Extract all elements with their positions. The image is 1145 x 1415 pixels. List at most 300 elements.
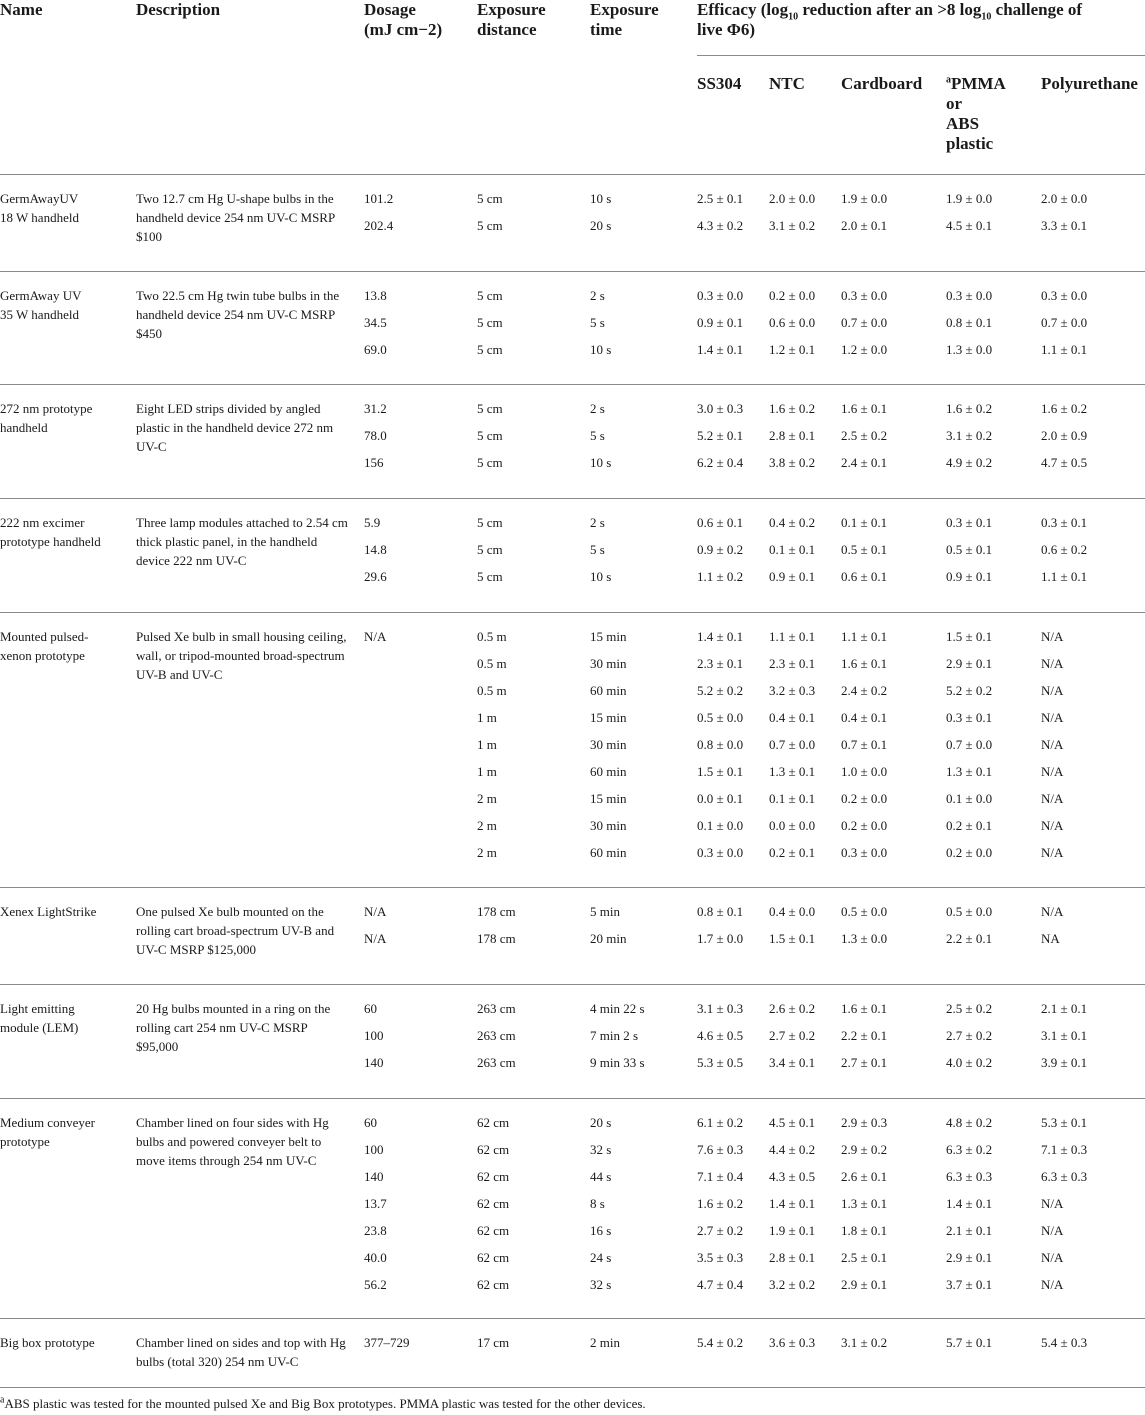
dosage-line1: Dosage — [364, 0, 416, 19]
cell-ntc: 3.2 ± 0.2 — [769, 1277, 816, 1292]
cell-dosage: 23.8 — [364, 1223, 387, 1238]
group-divider — [0, 1098, 1145, 1099]
cell-cardboard: 2.6 ± 0.1 — [841, 1169, 888, 1184]
device-name-line: prototype — [0, 1134, 50, 1149]
cell-distance: 62 cm — [477, 1142, 510, 1157]
cell-cardboard: 1.8 ± 0.1 — [841, 1223, 888, 1238]
group-divider — [0, 498, 1145, 499]
cell-polyurethane: 2.0 ± 0.9 — [1041, 428, 1088, 443]
cell-ntc: 3.2 ± 0.3 — [769, 683, 816, 698]
cell-distance: 5 cm — [477, 515, 503, 530]
efficacy-sub-1: 10 — [788, 11, 799, 23]
cell-distance: 5 cm — [477, 342, 503, 357]
pmma-line1 — [946, 74, 1006, 94]
device-name — [0, 1113, 95, 1151]
cell-cardboard: 0.1 ± 0.1 — [841, 515, 888, 530]
cell-ntc: 4.4 ± 0.2 — [769, 1142, 816, 1157]
device-description: Three lamp modules attached to 2.54 cm thick plastic panel, in the handheld device 222 nm UV-C — [136, 515, 348, 568]
device-name-line: Light emitting — [0, 1001, 75, 1016]
cell-pmma-abs: 0.8 ± 0.1 — [946, 315, 993, 330]
cell-dosage: 140 — [364, 1055, 384, 1070]
cell-time: 5 min — [590, 904, 620, 919]
cell-ss304: 1.5 ± 0.1 — [697, 764, 744, 779]
cell-ss304: 3.5 ± 0.3 — [697, 1250, 744, 1265]
cell-pmma-abs: 1.3 ± 0.0 — [946, 342, 993, 357]
cell-polyurethane: N/A — [1041, 1250, 1064, 1265]
pmma-line3: ABS — [946, 114, 980, 133]
device-description: One pulsed Xe bulb mounted on the rolling cart broad-spectrum UV-B and UV-C MSRP $125,000 — [136, 904, 335, 957]
cell-ss304: 0.8 ± 0.0 — [697, 737, 744, 752]
cell-time: 32 s — [590, 1142, 612, 1157]
pmma-line2: or — [946, 94, 963, 113]
efficacy-line1 — [697, 0, 1145, 23]
cell-cardboard: 2.2 ± 0.1 — [841, 1028, 888, 1043]
cell-distance: 0.5 m — [477, 629, 507, 644]
cell-distance: 178 cm — [477, 904, 516, 919]
cell-pmma-abs: 0.9 ± 0.1 — [946, 569, 993, 584]
cell-dosage: 13.7 — [364, 1196, 387, 1211]
group-divider — [0, 887, 1145, 888]
cell-ss304: 5.3 ± 0.5 — [697, 1055, 744, 1070]
cell-polyurethane: 3.9 ± 0.1 — [1041, 1055, 1088, 1070]
cell-ntc: 0.4 ± 0.0 — [769, 904, 816, 919]
cell-polyurethane: NA — [1041, 931, 1060, 946]
cell-distance: 263 cm — [477, 1028, 516, 1043]
cell-distance: 62 cm — [477, 1196, 510, 1211]
cell-time: 15 min — [590, 791, 627, 806]
cell-pmma-abs: 4.8 ± 0.2 — [946, 1115, 993, 1130]
cell-polyurethane: N/A — [1041, 1196, 1064, 1211]
cell-cardboard: 0.2 ± 0.0 — [841, 791, 888, 806]
cell-ss304: 6.1 ± 0.2 — [697, 1115, 744, 1130]
col-header-description: Description — [136, 0, 221, 19]
cell-distance: 0.5 m — [477, 683, 507, 698]
col-header-ss304: SS304 — [697, 74, 742, 93]
cell-distance: 1 m — [477, 710, 497, 725]
cell-cardboard: 1.1 ± 0.1 — [841, 629, 888, 644]
cell-ntc: 0.6 ± 0.0 — [769, 315, 816, 330]
device-name-line: Medium conveyer — [0, 1115, 95, 1130]
efficacy-subheader-rule — [697, 55, 1145, 56]
device-name-line: Mounted pulsed- — [0, 629, 89, 644]
cell-cardboard: 1.9 ± 0.0 — [841, 191, 888, 206]
cell-ntc: 1.2 ± 0.1 — [769, 342, 816, 357]
col-header-ntc: NTC — [769, 74, 805, 93]
device-name-line: prototype handheld — [0, 534, 101, 549]
cell-ss304: 3.0 ± 0.3 — [697, 401, 744, 416]
cell-dosage: N/A — [364, 931, 387, 946]
cell-dosage: 29.6 — [364, 569, 387, 584]
cell-cardboard: 1.6 ± 0.1 — [841, 401, 888, 416]
device-name-line: 272 nm prototype — [0, 401, 93, 416]
cell-cardboard: 0.4 ± 0.1 — [841, 710, 888, 725]
cell-pmma-abs: 2.9 ± 0.1 — [946, 656, 993, 671]
cell-time: 5 s — [590, 428, 605, 443]
cell-ntc: 2.3 ± 0.1 — [769, 656, 816, 671]
cell-ntc: 0.0 ± 0.0 — [769, 818, 816, 833]
cell-pmma-abs: 1.3 ± 0.1 — [946, 764, 993, 779]
cell-ss304: 7.6 ± 0.3 — [697, 1142, 744, 1157]
cell-ntc: 1.4 ± 0.1 — [769, 1196, 816, 1211]
cell-ntc: 0.9 ± 0.1 — [769, 569, 816, 584]
cell-ntc: 2.8 ± 0.1 — [769, 1250, 816, 1265]
cell-dosage: 69.0 — [364, 342, 387, 357]
cell-cardboard: 1.3 ± 0.0 — [841, 931, 888, 946]
cell-ntc: 1.6 ± 0.2 — [769, 401, 816, 416]
cell-cardboard: 0.7 ± 0.0 — [841, 315, 888, 330]
cell-polyurethane: 7.1 ± 0.3 — [1041, 1142, 1088, 1157]
cell-pmma-abs: 1.6 ± 0.2 — [946, 401, 993, 416]
cell-pmma-abs: 2.1 ± 0.1 — [946, 1223, 993, 1238]
cell-distance: 62 cm — [477, 1223, 510, 1238]
cell-ss304: 3.1 ± 0.3 — [697, 1001, 744, 1016]
cell-ntc: 2.0 ± 0.0 — [769, 191, 816, 206]
cell-time: 2 s — [590, 288, 605, 303]
cell-dosage: 60 — [364, 1001, 377, 1016]
cell-dosage: 5.9 — [364, 515, 381, 530]
cell-ss304: 5.4 ± 0.2 — [697, 1335, 744, 1350]
col-header-polyurethane: Polyurethane — [1041, 74, 1138, 93]
cell-ss304: 1.7 ± 0.0 — [697, 931, 744, 946]
cell-dosage: 156 — [364, 455, 384, 470]
col-header-pmma-abs — [946, 74, 1006, 154]
cell-polyurethane: 0.6 ± 0.2 — [1041, 542, 1088, 557]
cell-time: 2 s — [590, 401, 605, 416]
cell-cardboard: 1.6 ± 0.1 — [841, 1001, 888, 1016]
cell-dosage: 202.4 — [364, 218, 394, 233]
cell-cardboard: 0.3 ± 0.0 — [841, 288, 888, 303]
device-name-line: 18 W handheld — [0, 210, 79, 225]
pmma-text: PMMA — [951, 74, 1006, 93]
cell-distance: 62 cm — [477, 1277, 510, 1292]
cell-cardboard: 0.2 ± 0.0 — [841, 818, 888, 833]
cell-ss304: 0.3 ± 0.0 — [697, 288, 744, 303]
cell-polyurethane: N/A — [1041, 1277, 1064, 1292]
table-bottom-rule — [0, 1387, 1145, 1388]
cell-ntc: 1.3 ± 0.1 — [769, 764, 816, 779]
cell-dosage: 140 — [364, 1169, 384, 1184]
cell-pmma-abs: 0.2 ± 0.0 — [946, 845, 993, 860]
distance-line2: distance — [477, 20, 537, 39]
group-divider — [0, 1318, 1145, 1319]
cell-ntc: 2.7 ± 0.2 — [769, 1028, 816, 1043]
cell-pmma-abs: 0.3 ± 0.1 — [946, 710, 993, 725]
cell-distance: 0.5 m — [477, 656, 507, 671]
col-header-name: Name — [0, 0, 43, 19]
cell-ss304: 0.0 ± 0.1 — [697, 791, 744, 806]
cell-cardboard: 1.3 ± 0.1 — [841, 1196, 888, 1211]
cell-distance: 5 cm — [477, 288, 503, 303]
footnote — [0, 1396, 646, 1412]
cell-time: 60 min — [590, 764, 627, 779]
cell-time: 20 s — [590, 1115, 612, 1130]
cell-polyurethane: N/A — [1041, 683, 1064, 698]
cell-dosage: 100 — [364, 1142, 384, 1157]
cell-dosage: 34.5 — [364, 315, 387, 330]
cell-cardboard: 2.5 ± 0.1 — [841, 1250, 888, 1265]
cell-distance: 263 cm — [477, 1055, 516, 1070]
group-divider — [0, 271, 1145, 272]
device-name — [0, 999, 78, 1037]
device-name-line: GermAway UV — [0, 288, 82, 303]
cell-time: 10 s — [590, 569, 612, 584]
cell-cardboard: 2.5 ± 0.2 — [841, 428, 888, 443]
cell-ss304: 7.1 ± 0.4 — [697, 1169, 744, 1184]
cell-dosage: N/A — [364, 629, 387, 644]
cell-cardboard: 2.4 ± 0.2 — [841, 683, 888, 698]
efficacy-suffix: challenge of — [991, 0, 1083, 19]
device-description: Eight LED strips divided by angled plastic in the handheld device 272 nm UV-C — [136, 401, 334, 454]
cell-dosage: 60 — [364, 1115, 377, 1130]
device-name-line: module (LEM) — [0, 1020, 79, 1035]
cell-dosage: 100 — [364, 1028, 384, 1043]
time-line2: time — [590, 20, 623, 39]
col-header-time — [590, 0, 659, 40]
device-name — [0, 1333, 95, 1352]
cell-polyurethane: 5.4 ± 0.3 — [1041, 1335, 1088, 1350]
cell-ss304: 1.4 ± 0.1 — [697, 629, 744, 644]
cell-distance: 2 m — [477, 818, 497, 833]
cell-ntc: 3.6 ± 0.3 — [769, 1335, 816, 1350]
cell-time: 30 min — [590, 818, 627, 833]
cell-ntc: 1.5 ± 0.1 — [769, 931, 816, 946]
cell-cardboard: 0.7 ± 0.1 — [841, 737, 888, 752]
cell-polyurethane: 1.1 ± 0.1 — [1041, 342, 1088, 357]
device-description: Two 22.5 cm Hg twin tube bulbs in the handheld device 254 nm UV-C MSRP $450 — [136, 288, 340, 341]
cell-time: 20 min — [590, 931, 627, 946]
cell-dosage: 40.0 — [364, 1250, 387, 1265]
cell-dosage: N/A — [364, 904, 387, 919]
efficacy-sub-2: 10 — [981, 11, 992, 23]
cell-ss304: 0.5 ± 0.0 — [697, 710, 744, 725]
cell-time: 10 s — [590, 342, 612, 357]
cell-ss304: 2.3 ± 0.1 — [697, 656, 744, 671]
cell-distance: 263 cm — [477, 1001, 516, 1016]
cell-cardboard: 2.9 ± 0.1 — [841, 1277, 888, 1292]
cell-polyurethane: 3.3 ± 0.1 — [1041, 218, 1088, 233]
cell-polyurethane: 0.7 ± 0.0 — [1041, 315, 1088, 330]
cell-ntc: 0.1 ± 0.1 — [769, 791, 816, 806]
device-name-line: xenon prototype — [0, 648, 85, 663]
cell-distance: 62 cm — [477, 1250, 510, 1265]
footnote-text: ABS plastic was tested for the mounted pulsed Xe and Big Box prototypes. PMMA plastic was tested for the other devices. — [4, 1396, 646, 1411]
cell-pmma-abs: 0.2 ± 0.1 — [946, 818, 993, 833]
dosage-line2: (mJ cm−2) — [364, 20, 443, 39]
cell-pmma-abs: 0.5 ± 0.0 — [946, 904, 993, 919]
cell-pmma-abs: 4.5 ± 0.1 — [946, 218, 993, 233]
cell-distance: 62 cm — [477, 1169, 510, 1184]
cell-time: 60 min — [590, 683, 627, 698]
cell-time: 5 s — [590, 315, 605, 330]
cell-cardboard: 1.0 ± 0.0 — [841, 764, 888, 779]
cell-polyurethane: 1.6 ± 0.2 — [1041, 401, 1088, 416]
cell-ss304: 0.8 ± 0.1 — [697, 904, 744, 919]
cell-cardboard: 0.3 ± 0.0 — [841, 845, 888, 860]
cell-time: 7 min 2 s — [590, 1028, 639, 1043]
cell-distance: 5 cm — [477, 428, 503, 443]
cell-ntc: 0.4 ± 0.2 — [769, 515, 816, 530]
cell-pmma-abs: 2.2 ± 0.1 — [946, 931, 993, 946]
cell-time: 15 min — [590, 710, 627, 725]
cell-time: 15 min — [590, 629, 627, 644]
cell-time: 32 s — [590, 1277, 612, 1292]
cell-time: 5 s — [590, 542, 605, 557]
cell-cardboard: 0.5 ± 0.1 — [841, 542, 888, 557]
cell-ss304: 1.1 ± 0.2 — [697, 569, 744, 584]
cell-pmma-abs: 4.9 ± 0.2 — [946, 455, 993, 470]
cell-dosage: 13.8 — [364, 288, 387, 303]
cell-distance: 1 m — [477, 737, 497, 752]
cell-pmma-abs: 1.5 ± 0.1 — [946, 629, 993, 644]
cell-polyurethane: 4.7 ± 0.5 — [1041, 455, 1088, 470]
cell-pmma-abs: 1.9 ± 0.0 — [946, 191, 993, 206]
device-description: 20 Hg bulbs mounted in a ring on the rolling cart 254 nm UV-C MSRP $95,000 — [136, 1001, 331, 1054]
cell-time: 60 min — [590, 845, 627, 860]
cell-distance: 17 cm — [477, 1335, 510, 1350]
cell-dosage: 31.2 — [364, 401, 387, 416]
device-description: Two 12.7 cm Hg U-shape bulbs in the handheld device 254 nm UV-C MSRP $100 — [136, 191, 335, 244]
cell-ntc: 1.1 ± 0.1 — [769, 629, 816, 644]
cell-ss304: 5.2 ± 0.2 — [697, 683, 744, 698]
cell-time: 24 s — [590, 1250, 612, 1265]
cell-time: 20 s — [590, 218, 612, 233]
cell-time: 30 min — [590, 656, 627, 671]
footnote-marker: a — [0, 1394, 5, 1406]
cell-ntc: 0.1 ± 0.1 — [769, 542, 816, 557]
cell-distance: 5 cm — [477, 542, 503, 557]
col-header-distance — [477, 0, 546, 40]
cell-ntc: 2.8 ± 0.1 — [769, 428, 816, 443]
cell-polyurethane: 2.0 ± 0.0 — [1041, 191, 1088, 206]
cell-distance: 2 m — [477, 791, 497, 806]
efficacy-mid: reduction after an >8 log — [798, 0, 982, 19]
device-name — [0, 189, 79, 227]
cell-ntc: 0.7 ± 0.0 — [769, 737, 816, 752]
cell-polyurethane: N/A — [1041, 710, 1064, 725]
device-name — [0, 513, 101, 551]
device-name-line: handheld — [0, 420, 48, 435]
cell-distance: 62 cm — [477, 1115, 510, 1130]
cell-ss304: 1.6 ± 0.2 — [697, 1196, 744, 1211]
cell-distance: 5 cm — [477, 315, 503, 330]
cell-cardboard: 2.0 ± 0.1 — [841, 218, 888, 233]
cell-distance: 5 cm — [477, 401, 503, 416]
cell-pmma-abs: 6.3 ± 0.3 — [946, 1169, 993, 1184]
device-name — [0, 902, 96, 921]
cell-time: 10 s — [590, 191, 612, 206]
cell-pmma-abs: 0.5 ± 0.1 — [946, 542, 993, 557]
cell-polyurethane: N/A — [1041, 1223, 1064, 1238]
device-description: Chamber lined on sides and top with Hg bulbs (total 320) 254 nm UV-C — [136, 1335, 346, 1369]
cell-ntc: 0.2 ± 0.0 — [769, 288, 816, 303]
cell-distance: 5 cm — [477, 218, 503, 233]
cell-ss304: 5.2 ± 0.1 — [697, 428, 744, 443]
cell-time: 44 s — [590, 1169, 612, 1184]
pmma-line4: plastic — [946, 134, 994, 153]
cell-distance: 5 cm — [477, 455, 503, 470]
cell-time: 2 s — [590, 515, 605, 530]
cell-pmma-abs: 5.7 ± 0.1 — [946, 1335, 993, 1350]
cell-polyurethane: 3.1 ± 0.1 — [1041, 1028, 1088, 1043]
cell-polyurethane: N/A — [1041, 656, 1064, 671]
cell-ss304: 0.9 ± 0.1 — [697, 315, 744, 330]
device-name-line: GermAwayUV — [0, 191, 79, 206]
group-divider — [0, 384, 1145, 385]
cell-cardboard: 0.5 ± 0.0 — [841, 904, 888, 919]
cell-cardboard: 0.6 ± 0.1 — [841, 569, 888, 584]
cell-ss304: 4.3 ± 0.2 — [697, 218, 744, 233]
cell-time: 10 s — [590, 455, 612, 470]
cell-pmma-abs: 0.7 ± 0.0 — [946, 737, 993, 752]
cell-time: 8 s — [590, 1196, 605, 1211]
cell-cardboard: 3.1 ± 0.2 — [841, 1335, 888, 1350]
cell-ntc: 2.6 ± 0.2 — [769, 1001, 816, 1016]
cell-ss304: 0.1 ± 0.0 — [697, 818, 744, 833]
col-header-dosage — [364, 0, 442, 40]
cell-dosage: 377–729 — [364, 1335, 410, 1350]
cell-polyurethane: 1.1 ± 0.1 — [1041, 569, 1088, 584]
group-divider — [0, 174, 1145, 175]
col-header-efficacy — [697, 0, 1145, 40]
cell-distance: 178 cm — [477, 931, 516, 946]
cell-pmma-abs: 6.3 ± 0.2 — [946, 1142, 993, 1157]
cell-pmma-abs: 0.3 ± 0.0 — [946, 288, 993, 303]
cell-time: 16 s — [590, 1223, 612, 1238]
cell-polyurethane: N/A — [1041, 629, 1064, 644]
cell-polyurethane: 0.3 ± 0.0 — [1041, 288, 1088, 303]
cell-pmma-abs: 2.5 ± 0.2 — [946, 1001, 993, 1016]
cell-dosage: 78.0 — [364, 428, 387, 443]
cell-cardboard: 2.9 ± 0.3 — [841, 1115, 888, 1130]
cell-pmma-abs: 0.3 ± 0.1 — [946, 515, 993, 530]
cell-ss304: 0.3 ± 0.0 — [697, 845, 744, 860]
device-name-line: 222 nm excimer — [0, 515, 85, 530]
cell-dosage: 56.2 — [364, 1277, 387, 1292]
efficacy-line2: live Φ6) — [697, 20, 755, 39]
cell-cardboard: 2.9 ± 0.2 — [841, 1142, 888, 1157]
cell-polyurethane: 0.3 ± 0.1 — [1041, 515, 1088, 530]
pmma-footnote-marker: a — [946, 74, 951, 86]
device-name-line: Xenex LightStrike — [0, 904, 97, 919]
cell-ntc: 3.8 ± 0.2 — [769, 455, 816, 470]
cell-ss304: 4.6 ± 0.5 — [697, 1028, 744, 1043]
device-description: Pulsed Xe bulb in small housing ceiling, wall, or tripod-mounted broad-spectrum UV-B and UV-C — [136, 629, 347, 682]
device-name — [0, 399, 92, 437]
cell-pmma-abs: 2.9 ± 0.1 — [946, 1250, 993, 1265]
cell-ss304: 2.5 ± 0.1 — [697, 191, 744, 206]
cell-polyurethane: N/A — [1041, 737, 1064, 752]
cell-ntc: 3.1 ± 0.2 — [769, 218, 816, 233]
cell-ss304: 0.6 ± 0.1 — [697, 515, 744, 530]
cell-ntc: 0.4 ± 0.1 — [769, 710, 816, 725]
cell-pmma-abs: 3.1 ± 0.2 — [946, 428, 993, 443]
cell-ntc: 0.2 ± 0.1 — [769, 845, 816, 860]
cell-time: 9 min 33 s — [590, 1055, 645, 1070]
cell-distance: 5 cm — [477, 569, 503, 584]
cell-polyurethane: N/A — [1041, 904, 1064, 919]
cell-pmma-abs: 5.2 ± 0.2 — [946, 683, 993, 698]
time-line1: Exposure — [590, 0, 659, 19]
device-name — [0, 286, 81, 324]
cell-cardboard: 2.4 ± 0.1 — [841, 455, 888, 470]
cell-polyurethane: 6.3 ± 0.3 — [1041, 1169, 1088, 1184]
cell-cardboard: 2.7 ± 0.1 — [841, 1055, 888, 1070]
cell-time: 2 min — [590, 1335, 620, 1350]
cell-pmma-abs: 2.7 ± 0.2 — [946, 1028, 993, 1043]
cell-dosage: 14.8 — [364, 542, 387, 557]
cell-distance: 2 m — [477, 845, 497, 860]
group-divider — [0, 612, 1145, 613]
